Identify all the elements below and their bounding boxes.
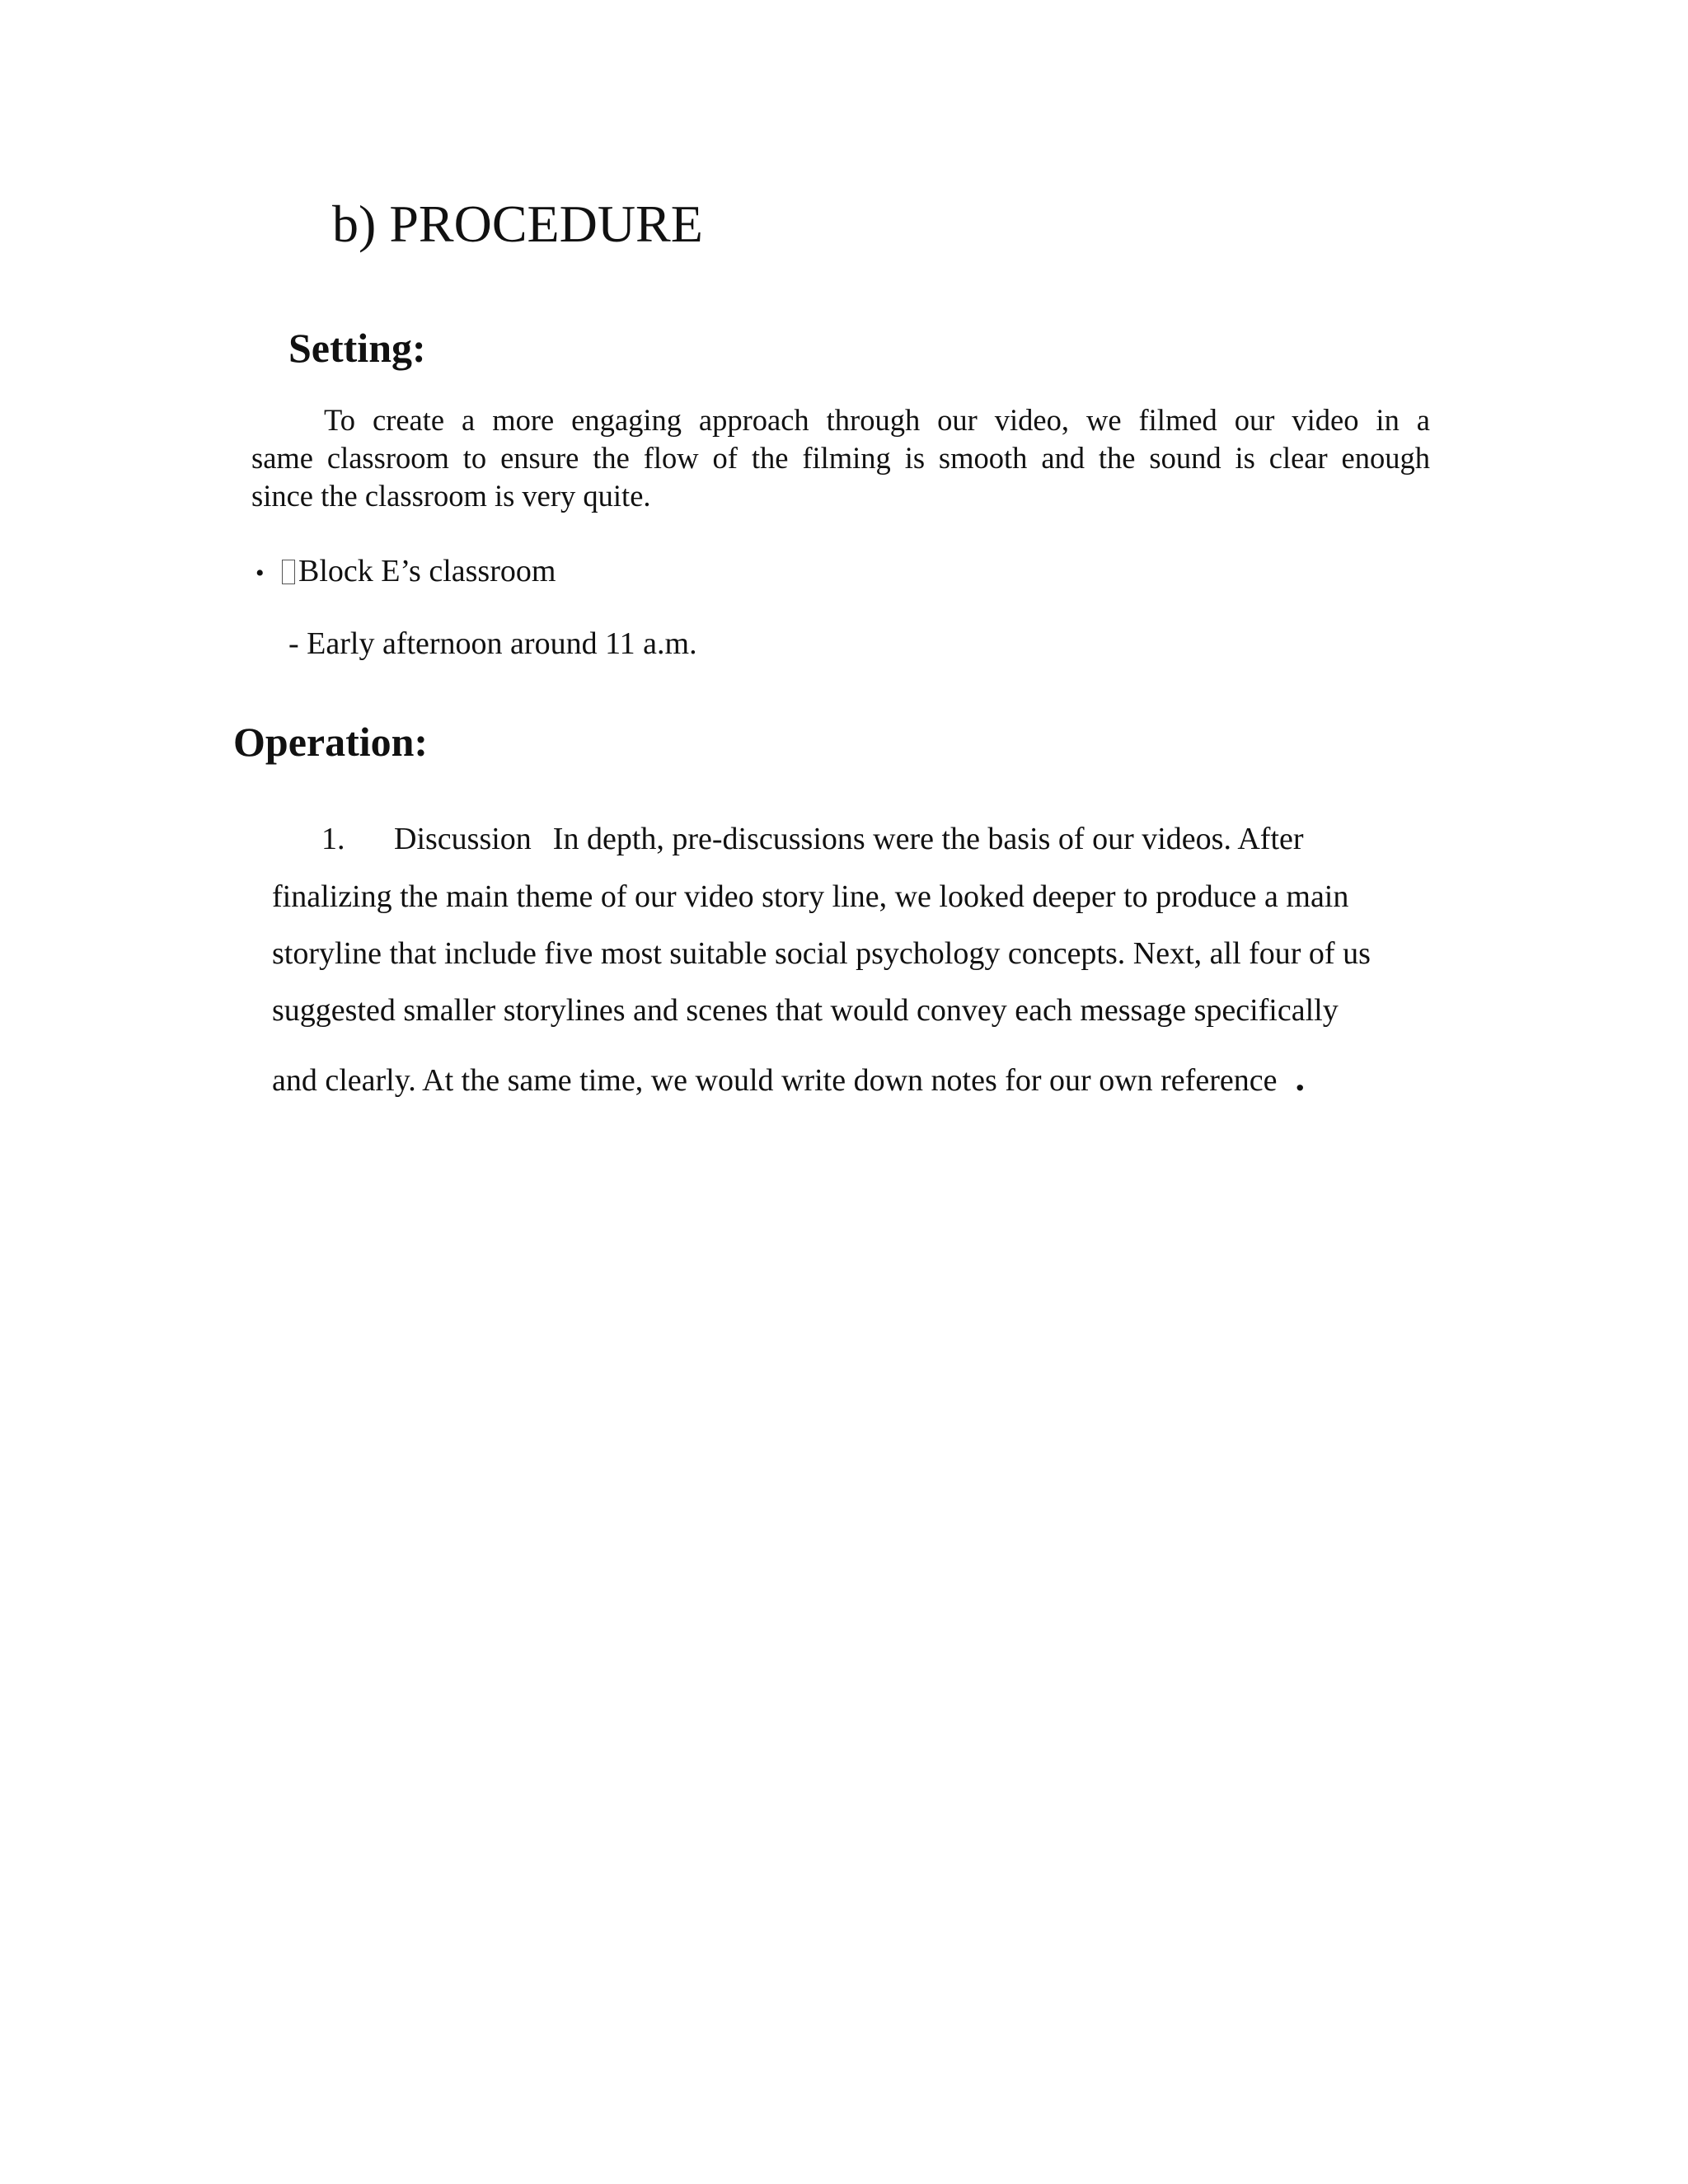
section-title: b) PROCEDURE	[332, 194, 703, 253]
operation-line	[272, 1059, 1305, 1099]
bullet-dot-icon: •	[256, 560, 265, 587]
operation-line-text: and clearly. At the same time, we would write down notes for our own reference	[272, 1063, 1278, 1098]
setting-paragraph-line: since the classroom is very quite.	[251, 479, 651, 513]
item-label: Discussion	[394, 822, 532, 856]
operation-line: suggested smaller storylines and scenes that would convey each message specifically	[272, 993, 1339, 1028]
end-mark: .	[1295, 1057, 1305, 1099]
setting-paragraph-line: same classroom to ensure the flow of the filming is smooth and the sound is clear enough	[251, 441, 1430, 475]
setting-paragraph-line: To create a more engaging approach through our video, we filmed our video in a	[324, 403, 1430, 437]
location-text: Block E’s classroom	[298, 554, 556, 588]
operation-line-text: In depth, pre-discussions were the basis of our videos. After	[552, 822, 1304, 856]
time-note: - Early afternoon around 11 a.m.	[288, 626, 697, 661]
setting-heading: Setting:	[288, 325, 426, 371]
missing-glyph-icon	[282, 560, 295, 584]
operation-line: finalizing the main theme of our video story line, we looked deeper to produce a main	[272, 879, 1349, 914]
operation-line	[272, 820, 1352, 858]
setting-paragraph	[251, 401, 1430, 515]
operation-heading: Operation:	[233, 719, 429, 765]
operation-line: storyline that include five most suitable social psychology concepts. Next, all four of us	[272, 936, 1371, 971]
item-number: 1.	[321, 822, 345, 856]
location-bullet	[256, 552, 556, 593]
